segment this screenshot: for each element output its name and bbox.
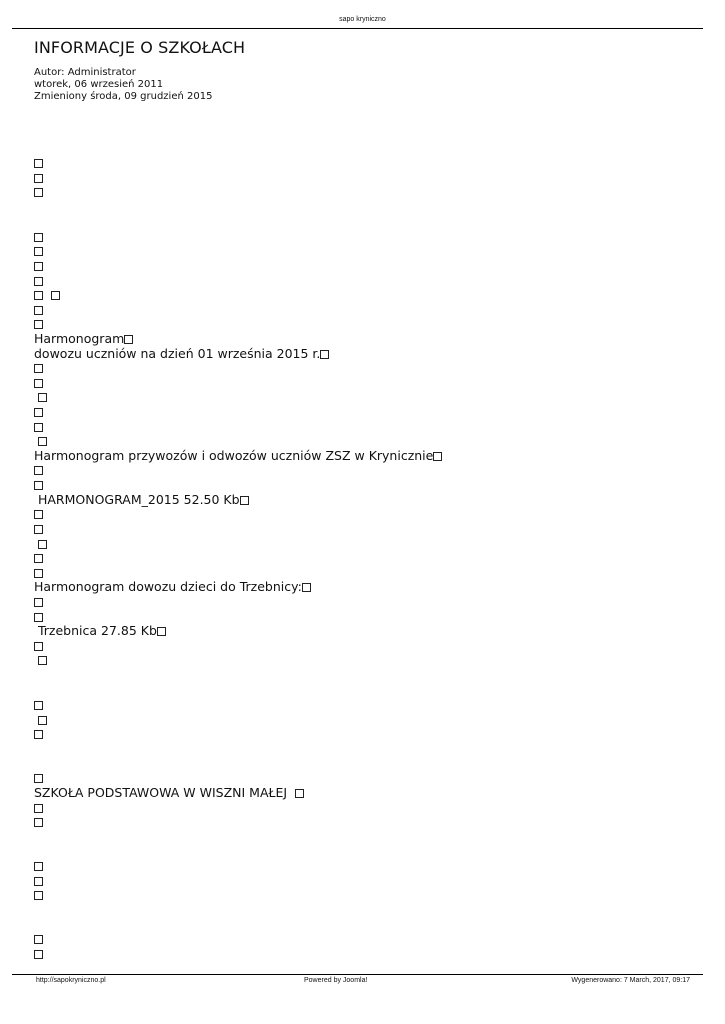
placeholder-glyph — [34, 185, 43, 199]
placeholder-glyph — [34, 653, 47, 667]
placeholder-glyph — [34, 537, 47, 551]
header-divider — [12, 28, 703, 29]
placeholder-glyph — [34, 420, 43, 434]
placeholder-glyph — [34, 815, 43, 829]
footer-powered-by: Powered by Joomla! — [304, 977, 368, 984]
placeholder-glyph — [34, 932, 43, 946]
placeholder-glyph — [34, 390, 47, 404]
placeholder-glyph — [34, 463, 43, 477]
placeholder-glyph — [34, 874, 43, 888]
footer-divider — [12, 974, 703, 975]
placeholder-glyph — [34, 230, 43, 244]
placeholder-glyph — [34, 244, 43, 258]
placeholder-glyph — [34, 507, 43, 521]
placeholder-glyph — [34, 361, 43, 375]
school-heading: SZKOŁA PODSTAWOWA W WISZNI MAŁEJ — [34, 786, 304, 800]
placeholder-glyph — [34, 888, 43, 902]
modified-date: Zmieniony środa, 09 grudzień 2015 — [34, 91, 213, 102]
placeholder-glyph — [34, 522, 43, 536]
harmonogram-trzebnica: Harmonogram dowozu dzieci do Trzebnicy: — [34, 580, 311, 594]
placeholder-glyph — [34, 639, 43, 653]
placeholder-glyph — [34, 801, 43, 815]
harmonogram-heading: Harmonogram — [34, 332, 133, 346]
harmonogram-subheading: dowozu uczniów na dzień 01 września 2015 r. — [34, 347, 329, 361]
placeholder-glyph — [34, 156, 43, 170]
placeholder-glyph — [34, 434, 47, 448]
placeholder-glyph — [34, 376, 43, 390]
site-name: sapo kryniczno — [339, 16, 386, 23]
placeholder-glyph — [34, 274, 43, 288]
placeholder-glyph — [34, 551, 43, 565]
placeholder-glyph — [34, 713, 47, 727]
page-title: INFORMACJE O SZKOŁACH — [34, 38, 246, 57]
placeholder-glyph — [34, 259, 43, 273]
placeholder-glyph — [34, 771, 43, 785]
placeholder-glyph — [34, 859, 43, 873]
created-date: wtorek, 06 wrzesień 2011 — [34, 79, 164, 90]
placeholder-glyph — [34, 288, 60, 302]
placeholder-glyph — [34, 595, 43, 609]
placeholder-glyph — [34, 317, 43, 331]
placeholder-glyph — [34, 566, 43, 580]
placeholder-glyph — [34, 478, 43, 492]
placeholder-glyph — [34, 727, 43, 741]
harmonogram-zsz: Harmonogram przywozów i odwozów uczniów ZSZ w Krynicznie — [34, 449, 442, 463]
footer-generated: Wygenerowano: 7 March, 2017, 09:17 — [571, 977, 690, 984]
placeholder-glyph — [34, 610, 43, 624]
placeholder-glyph — [34, 303, 43, 317]
placeholder-glyph — [34, 171, 43, 185]
placeholder-glyph — [34, 947, 43, 961]
file-link-trzebnica[interactable]: Trzebnica 27.85 Kb — [34, 624, 166, 638]
placeholder-glyph — [34, 698, 43, 712]
author-line: Autor: Administrator — [34, 67, 136, 78]
footer-url[interactable]: http://sapokryniczno.pl — [36, 977, 106, 984]
placeholder-glyph — [34, 405, 43, 419]
file-link-harmonogram[interactable]: HARMONOGRAM_2015 52.50 Kb — [34, 493, 249, 507]
